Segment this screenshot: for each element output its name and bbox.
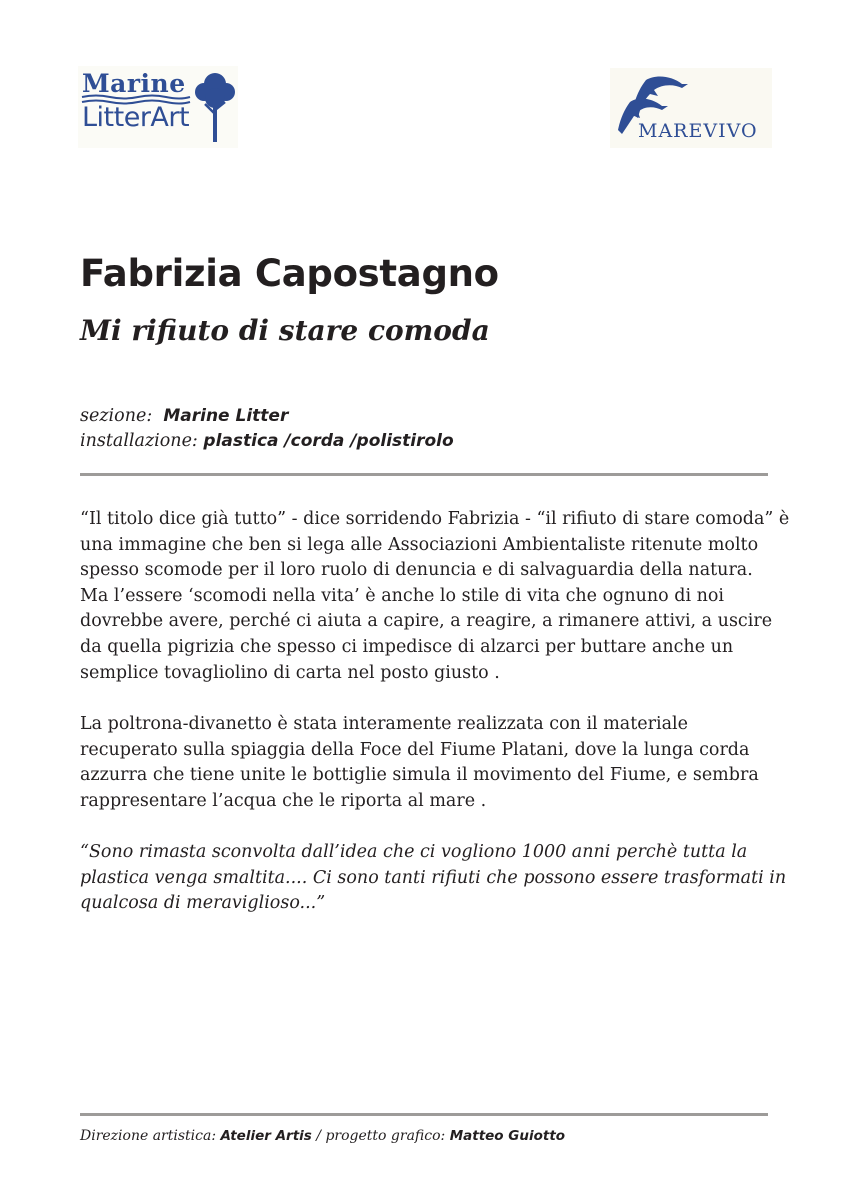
design-value: Matteo Guiotto: [449, 1128, 566, 1144]
text-line: azzurra che tiene unite le bottiglie simula il movimento del Fiume, e sembra: [80, 765, 759, 786]
installation-row: [80, 429, 454, 454]
artist-quote: [80, 840, 787, 917]
artwork-meta: [80, 404, 454, 454]
marevivo-logo: [610, 68, 772, 148]
text-line: semplice tovagliolino di carta nel posto giusto .: [80, 662, 500, 683]
text-line: rappresentare l’acqua che le riporta al mare .: [80, 790, 487, 811]
page-subtitle: Mi rifiuto di stare comoda: [80, 314, 490, 347]
quote-line: “Sono rimasta sconvolta dall’idea che ci vogliono 1000 anni perchè tutta la: [80, 842, 748, 862]
direction-label: Direzione artistica:: [80, 1128, 217, 1144]
direction-value: Atelier Artis: [220, 1128, 312, 1144]
text-line: una immagine che ben si lega alle Associazioni Ambientaliste ritenute molto: [80, 534, 759, 555]
logo-marevivo-word: MAREVIVO: [638, 120, 758, 142]
section-row: [80, 404, 454, 429]
page-title: Fabrizia Capostagno: [80, 252, 499, 295]
marine-litterart-logo: [78, 66, 238, 148]
text-line: Ma l’essere ‘scomodi nella vita’ è anche lo stile di vita che ognuno di noi: [80, 585, 725, 606]
installation-label: installazione:: [80, 431, 198, 451]
section-value: Marine Litter: [163, 406, 289, 426]
description-paragraph-1: [80, 507, 790, 686]
logo-litterart-word: LitterArt: [82, 102, 190, 133]
top-divider: [80, 473, 768, 476]
bottom-divider: [80, 1113, 768, 1116]
text-line: spesso scomode per il loro ruolo di denuncia e di salvaguardia della natura.: [80, 560, 753, 581]
quote-line: qualcosa di meraviglioso...”: [80, 893, 326, 914]
quote-line: plastica venga smaltita.... Ci sono tanti rifiuti che possono essere trasformati in: [80, 867, 787, 888]
text-line: La poltrona-divanetto è stata interamente realizzata con il materiale: [80, 714, 688, 734]
logo-marine-word: Marine: [82, 69, 186, 98]
description-paragraph-2: [80, 712, 780, 814]
text-line: recuperato sulla spiaggia della Foce del Fiume Platani, dove la lunga corda: [80, 739, 750, 760]
credits-separator: /: [316, 1128, 321, 1144]
design-label: progetto grafico:: [325, 1128, 446, 1144]
text-line: dovrebbe avere, perché ci aiuta a capire, a reagire, a rimanere attivi, a uscire: [80, 611, 773, 632]
text-line: “Il titolo dice già tutto” - dice sorridendo Fabrizia - “il rifiuto di stare comoda” è: [80, 509, 790, 529]
tree-icon: [194, 70, 236, 144]
section-label: sezione:: [80, 406, 153, 426]
credits-footer: [80, 1128, 565, 1144]
installation-value: plastica /corda /polistirolo: [203, 431, 454, 451]
text-line: da quella pigrizia che spesso ci impedisce di alzarci per buttare anche un: [80, 636, 734, 657]
